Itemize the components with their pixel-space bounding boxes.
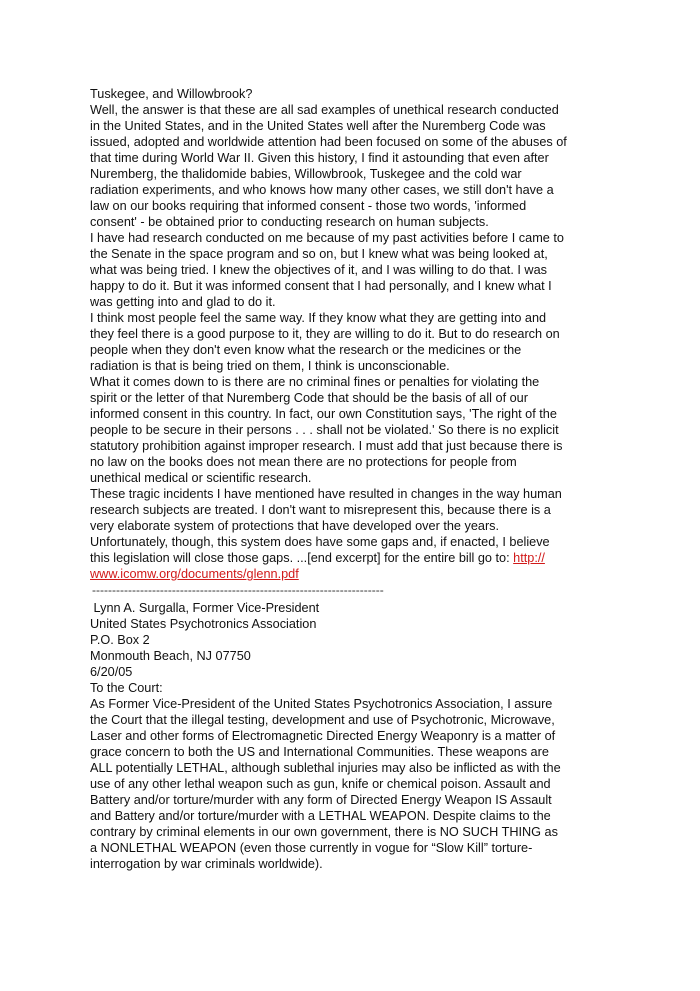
text-line: research subjects are treated. I don't want to misrepresent this, because there is a — [90, 503, 551, 517]
organization-name: United States Psychotronics Association — [90, 617, 317, 631]
letter-line: Battery and/or torture/murder with any form of Directed Energy Weapon IS Assault — [90, 793, 552, 807]
last-line-text: this legislation will close those gaps. ...[end excerpt] for the entire bill go to: — [90, 551, 514, 565]
letter-line: contrary by criminal elements in our own government, there is NO SUCH THING as — [90, 825, 558, 839]
text-line: consent' - be obtained prior to conducting research on human subjects. — [90, 215, 489, 229]
link-line — [90, 566, 299, 582]
text-line: very elaborate system of protections that have developed over the years. — [90, 519, 500, 533]
letter-line: interrogation by war criminals worldwide). — [90, 857, 323, 871]
text-line: informed consent in this country. In fact, our own Constitution says, 'The right of the — [90, 407, 557, 421]
text-line: unethical medical or scientific research. — [90, 471, 312, 485]
text-line: Tuskegee, and Willowbrook? — [90, 87, 253, 101]
text-line: Unfortunately, though, this system does have some gaps and, if enacted, I believe — [90, 535, 550, 549]
bill-link-part1[interactable]: http:// — [513, 551, 545, 565]
text-line: people to be secure in their persons . . . shall not be violated.' So there is no explicit — [90, 423, 559, 437]
letter-line: ALL potentially LETHAL, although sublethal injuries may also be inflicted as with the — [90, 761, 561, 775]
text-line: happy to do it. But it was informed consent that I had personally, and I knew what I — [90, 279, 552, 293]
text-line: spirit or the letter of that Nuremberg Code that should be the basis of all of our — [90, 391, 528, 405]
text-line: What it comes down to is there are no criminal fines or penalties for violating the — [90, 375, 540, 389]
letter-line: grace concern to both the US and International Communities. These weapons are — [90, 745, 549, 759]
letter-line: Laser and other forms of Electromagnetic Directed Energy Weaponry is a matter of — [90, 729, 556, 743]
text-line: radiation experiments, and who knows how many other cases, we still don't have a — [90, 183, 554, 197]
bill-link-part2[interactable]: www.icomw.org/documents/glenn.pdf — [90, 567, 299, 581]
text-line: in the United States, and in the United States well after the Nuremberg Code was — [90, 119, 546, 133]
text-line: was getting into and glad to do it. — [90, 295, 276, 309]
salutation: To the Court: — [90, 681, 163, 695]
letter-date: 6/20/05 — [90, 665, 133, 679]
text-line-with-link — [90, 550, 545, 566]
city-address: Monmouth Beach, NJ 07750 — [90, 649, 251, 663]
text-line: statutory prohibition against improper research. I must add that just because there is — [90, 439, 563, 453]
text-line: radiation is that is being tried on them, I think is unconscionable. — [90, 359, 450, 373]
text-line: issued, adopted and worldwide attention had been focused on some of the abuses of — [90, 135, 567, 149]
text-line: I think most people feel the same way. If they know what they are getting into and — [90, 311, 547, 325]
text-line: I have had research conducted on me because of my past activities before I came to — [90, 231, 564, 245]
text-line: people when they don't even know what the research or the medicines or the — [90, 343, 522, 357]
separator-line: ------------------------------------------------------------------------- — [92, 583, 384, 597]
text-line: Nuremberg, the thalidomide babies, Willowbrook, Tuskegee and the cold war — [90, 167, 522, 181]
letter-line: the Court that the illegal testing, development and use of Psychotronic, Microwave, — [90, 713, 555, 727]
text-line: law on our books requiring that informed consent - those two words, 'informed — [90, 199, 527, 213]
letter-line: a NONLETHAL WEAPON (even those currently in vogue for “Slow Kill” torture- — [90, 841, 533, 855]
text-line: no law on the books does not mean there are no protections for people from — [90, 455, 517, 469]
text-line: that time during World War II. Given this history, I find it astounding that even after — [90, 151, 549, 165]
text-line: These tragic incidents I have mentioned have resulted in changes in the way human — [90, 487, 562, 501]
letter-line: As Former Vice-President of the United States Psychotronics Association, I assure — [90, 697, 553, 711]
letter-line: use of any other lethal weapon such as gun, knife or chemical poison. Assault and — [90, 777, 551, 791]
text-line: they feel there is a good purpose to it, they are willing to do it. But to do research on — [90, 327, 560, 341]
text-line: Well, the answer is that these are all sad examples of unethical research conducted — [90, 103, 559, 117]
letter-line: and Battery and/or torture/murder with a LETHAL WEAPON. Despite claims to the — [90, 809, 551, 823]
author-name: Lynn A. Surgalla, Former Vice-President — [90, 601, 320, 615]
text-line: what was being tried. I knew the objectives of it, and I was willing to do that. I was — [90, 263, 547, 277]
po-box: P.O. Box 2 — [90, 633, 150, 647]
text-line: the Senate in the space program and so on, but I knew what was being looked at, — [90, 247, 548, 261]
